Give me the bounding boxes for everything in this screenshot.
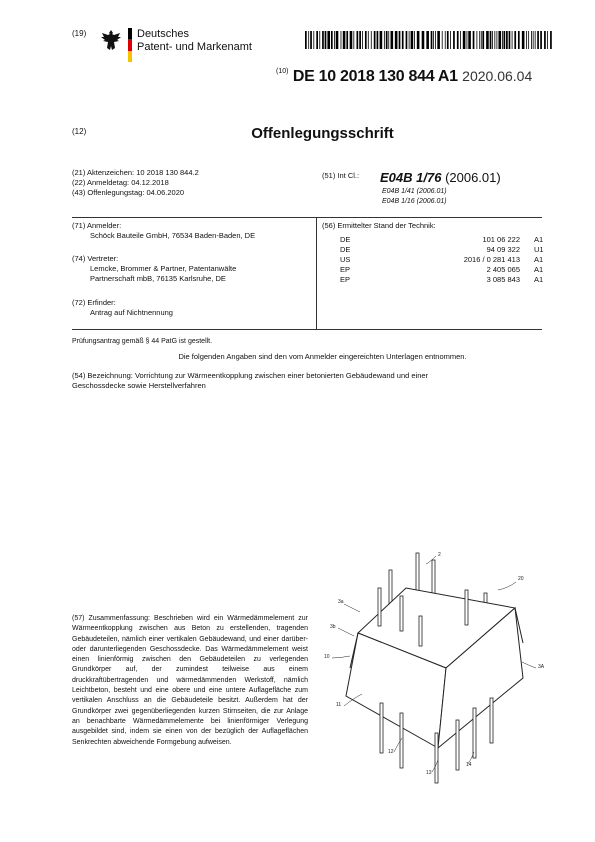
- barcode-bar: [327, 31, 330, 49]
- barcode-bar: [386, 31, 388, 49]
- svg-text:2: 2: [438, 552, 441, 558]
- divider: [72, 217, 542, 218]
- barcode-bar: [322, 31, 324, 49]
- bezeichnung: [72, 371, 542, 391]
- barcode-bar: [384, 31, 385, 49]
- anmelder-value: Schöck Bauteile GmbH, 76534 Baden-Baden, DE: [90, 231, 256, 240]
- barcode-bar: [305, 31, 307, 49]
- barcode-bar: [343, 31, 346, 49]
- prior-art-block: [322, 221, 544, 285]
- barcode-bar: [426, 31, 429, 49]
- barcode-bar: [468, 31, 471, 49]
- anmeldetag: (22) Anmeldetag: 04.12.2018: [72, 178, 169, 187]
- pruefungsantrag-note: Prüfungsantrag gemäß § 44 PatG ist gestellt.: [72, 338, 213, 345]
- folgende-angaben-note: Die folgenden Angaben sind den vom Anmelder eingereichten Unterlagen entnommen.: [178, 352, 467, 361]
- barcode-bar: [313, 31, 314, 49]
- column-divider: [316, 217, 317, 329]
- prior-art-label: (56) Ermittelter Stand der Technik:: [322, 221, 436, 230]
- prior-art-table: [340, 235, 544, 285]
- int-cl-block: [322, 169, 501, 206]
- barcode-bar: [544, 31, 546, 49]
- barcode-bar: [380, 31, 383, 49]
- vertreter-line-1: Lemcke, Brommer & Partner, Patentanwälte: [90, 264, 237, 273]
- svg-text:10: 10: [324, 654, 330, 660]
- barcode-bar: [528, 31, 529, 49]
- barcode-bar: [445, 31, 446, 49]
- barcode-bar: [540, 31, 542, 49]
- barcode-bar: [473, 31, 475, 49]
- barcode-bar: [377, 31, 379, 49]
- barcode-bar: [509, 31, 511, 49]
- svg-text:3b: 3b: [330, 624, 336, 630]
- barcode-bar: [308, 31, 309, 49]
- barcode-bar: [431, 31, 433, 49]
- document-type-title: Offenlegungsschrift: [251, 125, 394, 142]
- barcode-bar: [479, 31, 480, 49]
- table-row: US 2016 / 0 281 413 A1: [340, 255, 544, 264]
- erfinder-value: Antrag auf Nichtnennung: [90, 308, 173, 317]
- barcode-bar: [450, 31, 451, 49]
- barcode-bar: [531, 31, 532, 49]
- barcode-bar: [442, 31, 443, 49]
- barcode-bar: [506, 31, 508, 49]
- barcode: [305, 31, 553, 49]
- table-row: DE 101 06 222 A1: [340, 235, 544, 244]
- barcode-bar: [433, 31, 434, 49]
- pub-code: (10): [276, 68, 289, 75]
- barcode-bar: [533, 31, 534, 49]
- barcode-bar: [417, 31, 420, 49]
- svg-text:3a: 3a: [338, 599, 344, 605]
- barcode-bar: [486, 31, 489, 49]
- svg-text:20: 20: [518, 576, 524, 582]
- svg-text:11: 11: [336, 702, 342, 708]
- erfinder-block: [72, 298, 173, 318]
- barcode-bar: [406, 31, 408, 49]
- abstract: (57) Zusammenfassung: Beschrieben wird ein Wärmedämmelement zur Wärmeentkopplung zwischen aus Beton zu erstellenden, tragenden Gebäudeteilen, nämlich einer vertikalen Gebäudewand, und einer darüber- oder darunterliegenden Geschossdecke. Das Wärmedämmelement weist einen linienförmig zwischen den Gebäudeteilen zu verlegenden Grundkörper auf, der zumindest teilweise aus einem druckkraftübertragenden und wärmedämmenden Werkstoff, nämlich Leichtbeton, besteht und eine obere und eine untere Auflagefläche zum vertikalen Anschluss an die Gebäudeteile besitzt. Außerdem hat der Grundkörper zwei gegenüberliegenden kurzen Stirnseiten, die zur Anlage an benachbarte Wärmedämmelemente bei linienförmiger Verlegung ausgebildet sind, indem sie einen von der bezüglich der Auflageflächen Senkrechten abweichende Formgebung aufweisen.: [72, 615, 308, 746]
- barcode-bar: [353, 31, 354, 49]
- barcode-bar: [368, 31, 369, 49]
- application-data: [72, 168, 199, 198]
- offenlegungstag: (43) Offenlegungstag: 04.06.2020: [72, 188, 185, 197]
- barcode-bar: [331, 31, 333, 49]
- publication-date: 2020.06.04: [462, 68, 533, 84]
- barcode-bar: [514, 31, 516, 49]
- barcode-bar: [550, 31, 552, 49]
- barcode-bar: [365, 31, 367, 49]
- table-row: EP 3 085 843 A1: [340, 275, 544, 284]
- barcode-bar: [399, 31, 401, 49]
- barcode-bar: [518, 31, 520, 49]
- vertreter-line-2: Partnerschaft mbB, 76135 Karlsruhe, DE: [90, 274, 226, 283]
- svg-text:14: 14: [466, 762, 472, 768]
- barcode-bar: [319, 31, 320, 49]
- barcode-bar: [467, 31, 468, 49]
- int-cl-sub-2: E04B 1/16 (2006.01): [382, 197, 447, 205]
- anmelder-label: (71) Anmelder:: [72, 221, 122, 230]
- int-cl-main: E04B 1/76 (2006.01): [380, 170, 501, 185]
- barcode-bar: [409, 31, 410, 49]
- bezeichnung-line-2: Geschossdecke sowie Herstellverfahren: [72, 381, 206, 390]
- barcode-bar: [512, 31, 513, 49]
- int-cl-sub-1: E04B 1/41 (2006.01): [382, 188, 447, 195]
- barcode-bar: [537, 31, 539, 49]
- barcode-bar: [463, 31, 466, 49]
- barcode-bar: [391, 31, 394, 49]
- publication-number: DE 10 2018 130 844 A1: [292, 68, 458, 85]
- barcode-bar: [547, 31, 548, 49]
- barcode-bar: [481, 31, 482, 49]
- barcode-bar: [490, 31, 492, 49]
- table-row: EP 2 405 065 A1: [340, 265, 544, 274]
- german-flag-icon: [128, 28, 132, 62]
- barcode-bar: [447, 31, 449, 49]
- barcode-bar: [336, 31, 339, 49]
- anmelder-block: [72, 221, 255, 241]
- bezeichnung-line-1: (54) Bezeichnung: Vorrichtung zur Wärmeentkopplung zwischen einer betonierten Gebäudewand und einer: [72, 371, 429, 380]
- aktenzeichen: (21) Aktenzeichen: 10 2018 130 844.2: [72, 168, 199, 177]
- barcode-bar: [374, 31, 376, 49]
- barcode-bar: [492, 31, 493, 49]
- patent-drawing: [318, 548, 558, 788]
- barcode-bar: [498, 31, 501, 49]
- barcode-bar: [350, 31, 353, 49]
- barcode-bar: [395, 31, 398, 49]
- barcode-bar: [325, 31, 327, 49]
- barcode-bar: [422, 31, 425, 49]
- barcode-bar: [457, 31, 459, 49]
- barcode-bar: [316, 31, 318, 49]
- barcode-bar: [359, 31, 361, 49]
- barcode-bar: [435, 31, 436, 49]
- barcode-bar: [414, 31, 415, 49]
- barcode-bar: [346, 31, 348, 49]
- barcode-bar: [411, 31, 414, 49]
- barcode-bar: [356, 31, 358, 49]
- vertreter-block: [72, 254, 236, 284]
- barcode-bar: [526, 31, 527, 49]
- vertreter-label: (74) Vertreter:: [72, 254, 119, 263]
- divider: [72, 329, 542, 330]
- table-row: DE 94 09 322 U1: [340, 245, 544, 254]
- barcode-bar: [310, 31, 312, 49]
- svg-text:3A: 3A: [538, 664, 545, 670]
- barcode-bar: [497, 31, 498, 49]
- publication-number-line: [276, 68, 532, 86]
- barcode-bar: [388, 31, 389, 49]
- svg-text:13: 13: [426, 770, 432, 776]
- barcode-bar: [453, 31, 455, 49]
- barcode-bar: [341, 31, 342, 49]
- federal-eagle-icon: [100, 28, 122, 52]
- barcode-bar: [502, 31, 503, 49]
- barcode-bar: [522, 31, 525, 49]
- barcode-bar: [503, 31, 505, 49]
- code-19: (19): [72, 29, 87, 38]
- barcode-bar: [460, 31, 461, 49]
- svg-text:12: 12: [388, 749, 394, 755]
- insulation-block: [346, 588, 523, 748]
- barcode-bar: [334, 31, 335, 49]
- barcode-bar: [476, 31, 477, 49]
- int-cl-label: (51) Int Cl.:: [322, 171, 360, 180]
- code-12: (12): [72, 127, 87, 136]
- barcode-bar: [371, 31, 372, 49]
- barcode-bar: [362, 31, 363, 49]
- erfinder-label: (72) Erfinder:: [72, 298, 116, 307]
- barcode-bar: [494, 31, 495, 49]
- barcode-bar: [402, 31, 404, 49]
- patent-office-name: Deutsches Patent- und Markenamt: [137, 28, 252, 53]
- barcode-bar: [437, 31, 440, 49]
- barcode-bar: [535, 31, 536, 49]
- barcode-bar: [482, 31, 484, 49]
